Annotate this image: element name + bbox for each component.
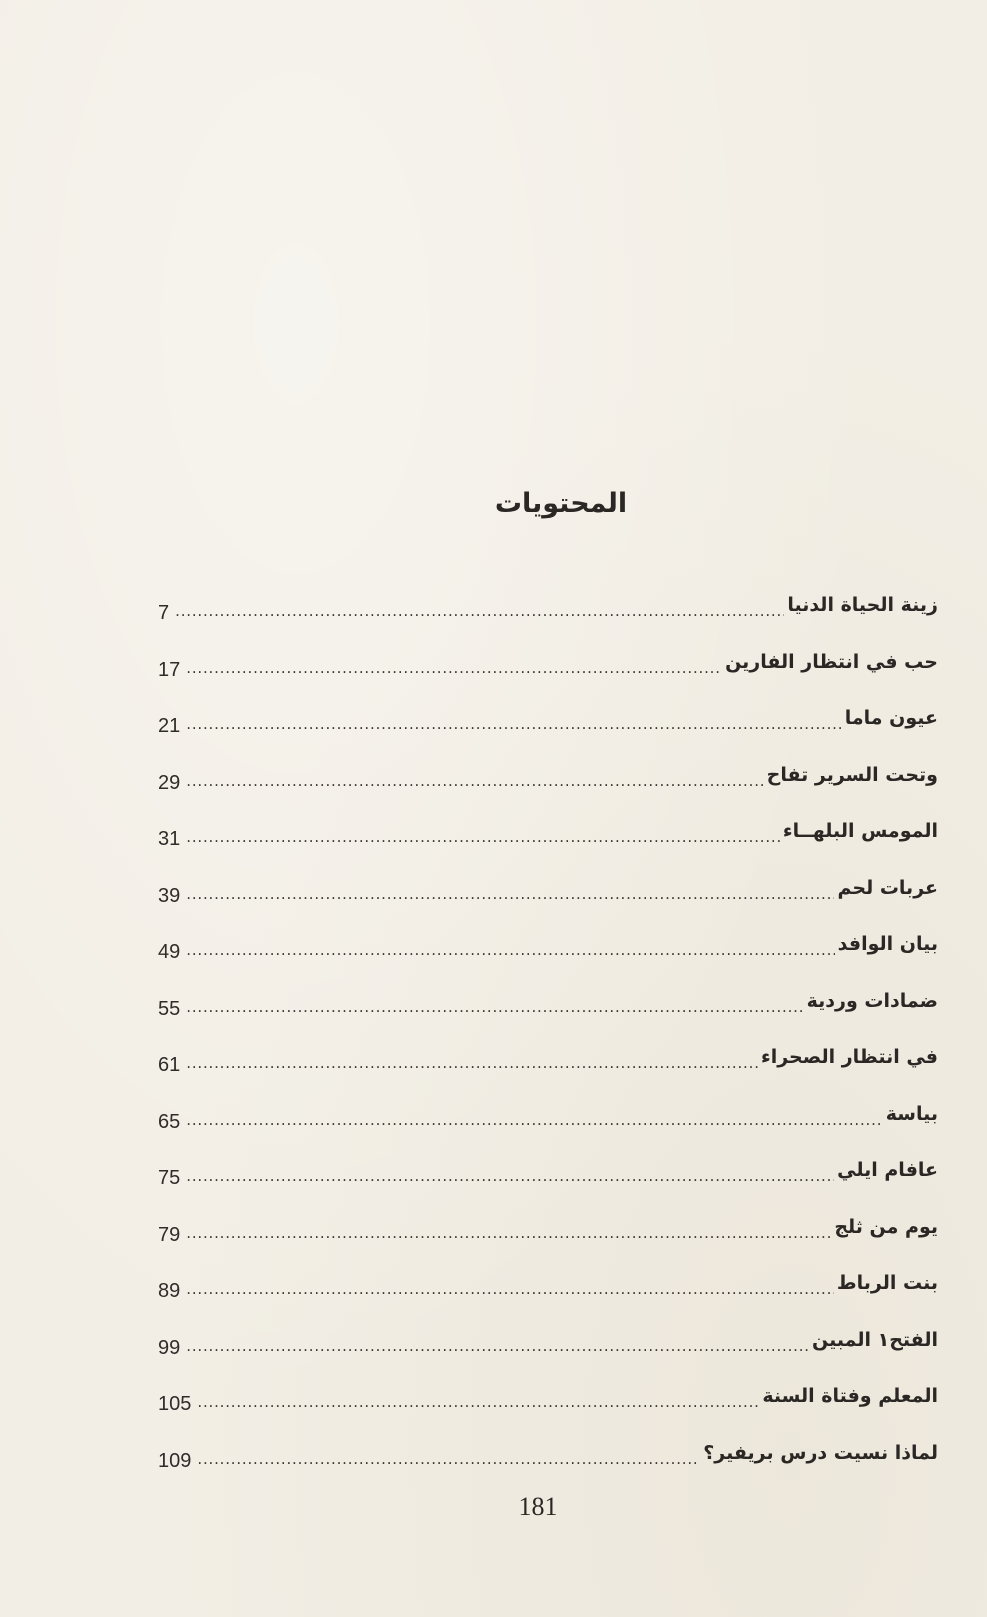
dot-leader	[186, 945, 834, 955]
toc-entry-title: يوم من ثلج	[834, 1215, 938, 1238]
toc-entry	[158, 707, 938, 764]
toc-entry-page: 105	[158, 1393, 192, 1415]
toc-entry-title: المومس البلهــاء	[782, 820, 938, 842]
dot-leader	[175, 606, 784, 616]
toc-entry-title: المعلم وفتاة السنة	[762, 1385, 938, 1407]
toc-entry-title: ضمادات وردية	[806, 989, 938, 1012]
toc-entry-page: 55	[158, 997, 181, 1020]
toc-entry-title: زينة الحياة الدنيا	[787, 594, 938, 616]
toc-entry-title: بنت الرباط	[836, 1272, 938, 1294]
toc-entry-title: عافام ايلي	[837, 1159, 938, 1181]
toc-entry-page: 99	[158, 1336, 181, 1359]
toc-entry-title: عربات لحم	[837, 876, 938, 899]
toc-entry-page: 39	[158, 884, 181, 907]
toc-entry	[158, 933, 938, 990]
toc-entry-page: 61	[158, 1054, 181, 1076]
toc-entry	[158, 1216, 938, 1273]
toc-entry	[158, 651, 938, 708]
toc-entry-page: 109	[158, 1449, 192, 1472]
toc-entry-page: 17	[158, 658, 181, 681]
toc-entry-title: بياسة	[885, 1102, 938, 1125]
toc-entry-page: 31	[158, 828, 181, 850]
toc-entry-title: لماذا نسيت درس بريفير؟	[703, 1441, 938, 1464]
toc-entry-page: 75	[158, 1167, 181, 1189]
dot-leader	[186, 1171, 834, 1181]
dot-leader	[197, 1454, 700, 1464]
toc-entry-page: 49	[158, 941, 181, 963]
toc-entry	[158, 1046, 938, 1103]
toc-entry	[158, 1442, 938, 1499]
toc-entry	[158, 764, 938, 821]
toc-entry	[158, 1159, 938, 1216]
toc-entry-title: في انتظار الصحراء	[761, 1046, 938, 1068]
dot-leader	[186, 1058, 758, 1068]
toc-entry	[158, 990, 938, 1047]
toc-entry-title: عيون ماما	[844, 707, 938, 729]
dot-leader	[186, 663, 722, 673]
table-of-contents	[158, 594, 938, 1498]
toc-entry	[158, 820, 938, 877]
toc-entry	[158, 1103, 938, 1160]
toc-entry-page: 29	[158, 771, 181, 794]
page-title: المحتويات	[494, 488, 628, 519]
toc-entry-title: الفتح١ المبين	[812, 1328, 938, 1351]
toc-entry	[158, 1385, 938, 1442]
toc-entry	[158, 1272, 938, 1329]
toc-entry-page: 65	[158, 1110, 181, 1133]
toc-entry-page: 7	[158, 602, 170, 624]
dot-leader	[186, 776, 763, 786]
dot-leader	[186, 1002, 803, 1012]
dot-leader	[186, 832, 780, 842]
dot-leader	[186, 719, 841, 729]
dot-leader	[186, 1228, 831, 1238]
toc-entry	[158, 1329, 938, 1386]
dot-leader	[186, 1115, 883, 1125]
toc-entry-page: 21	[158, 715, 181, 737]
toc-entry-title: حب في انتظار الفارين	[725, 650, 938, 673]
dot-leader	[186, 1284, 834, 1294]
page-number: 181	[518, 1492, 558, 1521]
toc-entry	[158, 594, 938, 651]
toc-entry-title: وتحت السرير تفاح	[766, 763, 938, 786]
dot-leader	[186, 1341, 809, 1351]
toc-entry	[158, 877, 938, 934]
dot-leader	[186, 889, 834, 899]
toc-entry-page: 79	[158, 1223, 181, 1246]
toc-entry-title: بيان الوافد	[837, 933, 938, 955]
toc-entry-page: 89	[158, 1280, 181, 1302]
dot-leader	[197, 1397, 759, 1407]
